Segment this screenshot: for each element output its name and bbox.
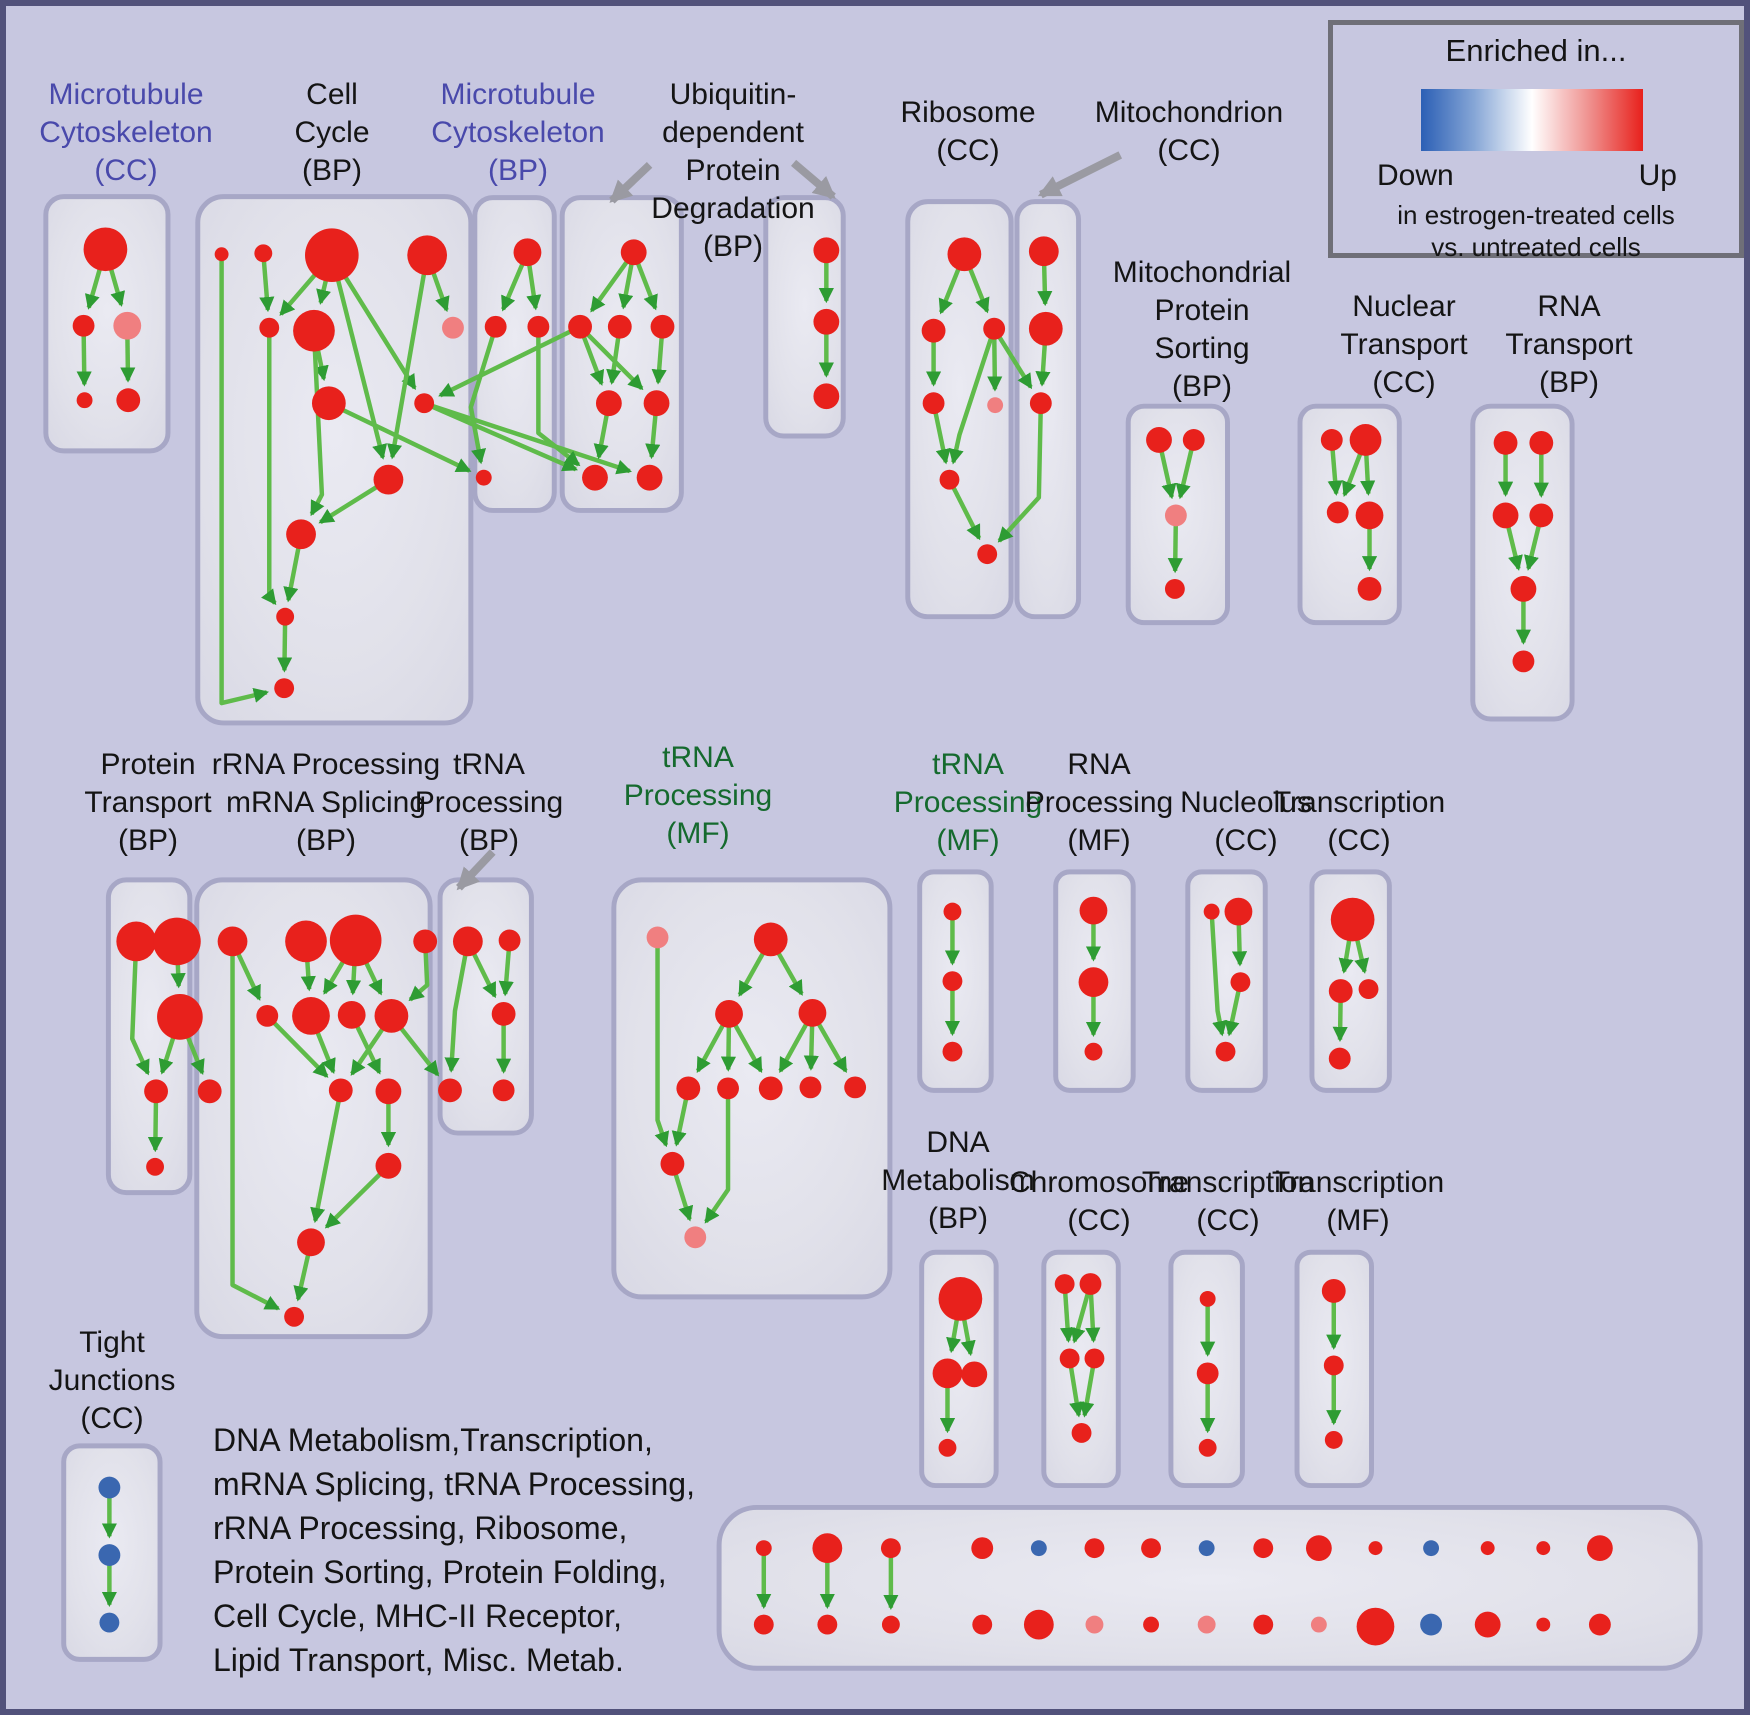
go-term-node [1253,1615,1273,1635]
summary-line: mRNA Splicing, tRNA Processing, [213,1466,695,1502]
go-term-node [1587,1535,1613,1561]
go-term-node [972,1615,992,1635]
go-term-node [812,1533,842,1563]
go-term-node [414,393,434,413]
go-term-node [1085,1043,1103,1061]
go-term-label-line: Protein [685,154,781,187]
go-term-label-line: Microtubule [48,78,204,111]
go-term-label-line: tRNA [453,748,525,781]
go-term-label-line: Ubiquitin- [669,78,797,111]
go-term-label-line: (BP) [1538,366,1599,399]
go-term-label-line: (MF) [666,817,730,850]
go-term-node [1199,1439,1217,1457]
go-term-node [499,929,521,951]
cluster-summary-text [213,1418,695,1682]
go-term-node [276,608,294,626]
go-term-node [933,1358,963,1388]
go-term-label-line: (BP) [301,154,362,187]
go-term-node [285,921,327,963]
go-term-node [1536,1541,1550,1555]
go-term-node [596,390,622,416]
go-term-label-line: (BP) [488,154,548,187]
summary-line: Lipid Transport, Misc. Metab. [213,1642,624,1678]
go-term-node [637,465,663,491]
go-term-node [1329,979,1353,1003]
go-term-node [218,927,248,957]
go-term-node [1055,1274,1075,1294]
go-term-node [961,1361,987,1387]
go-term-label-line: RNA [1537,290,1601,323]
legend-title: Enriched in... [1445,33,1627,68]
go-term-label-line: DNA [926,1126,990,1159]
go-term-label-line: rRNA Processing [211,748,441,781]
go-term-node [77,392,93,408]
go-term-node [1143,1617,1159,1633]
go-term-label-line: Cytoskeleton [39,116,213,149]
go-term-node [983,318,1005,340]
go-term-label-line: Ribosome [900,96,1036,129]
go-term-label-line: Processing [623,779,773,812]
go-term-node [514,238,542,266]
go-term-label-line: Processing [414,786,564,819]
go-term-node [1085,1538,1105,1558]
go-term-label-line: (CC) [1372,366,1436,399]
go-term-label-line: (CC) [94,154,158,187]
go-term-node [1204,904,1220,920]
legend-box [1328,20,1744,262]
go-term-label-line: Cell [306,78,358,111]
go-term-node [684,1226,706,1248]
go-term-box [719,1507,1700,1668]
go-term-node [943,1042,963,1062]
go-term-node [1216,1042,1236,1062]
summary-line: DNA Metabolism,Transcription, [213,1422,653,1458]
go-term-box [1300,406,1399,622]
go-term-node [215,247,229,261]
legend-down-label: Down [1377,159,1454,192]
go-term-node [939,1277,983,1321]
go-term-node [813,383,839,409]
go-term-label-line: Mitochondrion [1094,96,1284,129]
go-term-node [1511,576,1537,602]
go-term-node [922,319,946,343]
go-term-node [1079,967,1109,997]
go-term-node [1253,1538,1273,1558]
go-term-node [1200,1291,1216,1307]
go-term-node [1529,431,1553,455]
go-term-node [527,316,549,338]
go-term-node [98,1477,120,1499]
go-term-node [943,971,963,991]
legend-subtitle-line1: in estrogen-treated cells [1397,200,1675,230]
legend-up-label: Up [1638,159,1677,192]
go-term-node [254,244,272,262]
go-term-node [305,228,359,282]
go-term-node [73,315,95,337]
go-term-node [1060,1349,1080,1369]
go-term-node [813,309,839,335]
legend-endpoint-labels [1333,159,1739,193]
go-term-node [1494,431,1518,455]
go-term-label-line: Transcription [1271,1166,1445,1199]
legend-subtitle-line2: vs. untreated cells [1431,232,1641,262]
go-term-node [442,317,464,339]
go-term-node [146,1158,164,1176]
go-term-label-line: (MF) [936,824,1000,857]
go-term-label-line: Cytoskeleton [431,116,605,149]
go-term-node [621,239,647,265]
go-term-node [1165,579,1185,599]
go-term-node [1031,1540,1047,1556]
go-term-node [116,922,156,962]
summary-line: rRNA Processing, Ribosome, [213,1510,628,1546]
go-term-node [1475,1612,1501,1638]
go-term-node [1322,1279,1346,1303]
go-term-node [274,678,294,698]
go-term-node [338,1001,366,1029]
go-term-label-line: (BP) [459,824,519,857]
go-term-box [562,198,681,511]
go-term-node [647,927,669,949]
go-term-node [759,1076,783,1100]
go-term-node [1029,236,1059,266]
go-term-node [1146,427,1172,453]
go-term-node [644,390,670,416]
go-term-label-line: (CC) [1067,1204,1131,1237]
go-term-node [844,1076,866,1098]
go-term-label-line: (CC) [936,134,1000,167]
go-term-node [1369,1541,1383,1555]
go-term-label-line: (BP) [702,230,763,263]
go-term-node [1165,504,1187,526]
go-term-node [1086,1616,1104,1634]
go-term-node [144,1079,168,1103]
go-term-node [297,1228,325,1256]
go-term-label-line: (BP) [1171,370,1232,403]
go-term-node [198,1079,222,1103]
go-term-label-line: Mitochondrial [1112,256,1292,289]
go-term-node [1199,1540,1215,1556]
go-term-label-line: Chromosome [1008,1166,1190,1199]
go-term-node [1141,1538,1161,1558]
go-term-node [1493,503,1519,529]
go-term-node [116,388,140,412]
go-term-node [717,1077,739,1099]
go-term-node [330,915,382,967]
go-term-node [98,1544,120,1566]
go-term-node [1225,898,1253,926]
go-term-label-line: Transcription [1141,1166,1315,1199]
go-term-node [153,918,201,966]
go-term-node [1080,1273,1102,1295]
go-term-node [971,1537,993,1559]
go-term-label-line: (CC) [80,1402,144,1435]
go-term-node [1356,502,1384,530]
go-term-node [1024,1610,1054,1640]
go-term-node [413,929,437,953]
go-term-node [977,544,997,564]
go-term-node [493,1079,515,1101]
go-term-node [1324,1355,1344,1375]
go-term-label-line: dependent [662,116,804,149]
legend-gradient-bar [1421,89,1643,151]
go-term-node [1513,650,1535,672]
go-term-label-line: Microtubule [440,78,596,111]
go-term-node [99,1613,119,1633]
go-term-node [1311,1617,1327,1633]
go-term-node [1198,1616,1216,1634]
go-term-node [1358,577,1382,601]
go-term-node [754,923,788,957]
go-term-node [312,386,346,420]
go-term-node [376,1078,402,1104]
go-term-label-line: Degradation [651,192,815,225]
go-term-node [453,927,483,957]
go-term-label-line: Cycle [294,116,370,149]
go-term-node [1080,897,1108,925]
go-term-node [1030,392,1052,414]
go-term-node [1029,312,1063,346]
go-term-node [376,1153,402,1179]
go-term-node [438,1078,462,1102]
go-term-node [1589,1614,1611,1636]
go-term-label-line: Junctions [48,1364,176,1397]
go-term-node [1359,979,1379,999]
go-term-node [608,315,632,339]
go-term-node [1329,1048,1351,1070]
go-term-label-line: Transcription [1272,786,1446,819]
go-term-label-line: (MF) [1326,1204,1390,1237]
go-term-node [1325,1431,1343,1449]
go-term-label-line: tRNA [932,748,1004,781]
go-term-node [407,235,447,275]
go-term-node [1197,1362,1219,1384]
go-term-label-line: Transport [1340,328,1468,361]
go-term-label-line: Transport [1505,328,1633,361]
go-term-label-line: Protein [100,748,196,781]
go-term-node [292,997,330,1035]
go-term-label-line: mRNA Splicing [225,786,427,819]
go-term-node [939,1439,957,1457]
go-term-node [817,1615,837,1635]
go-term-node [84,227,128,271]
label-pointer-arrow [1041,155,1120,195]
go-term-node [1321,429,1343,451]
go-term-node [157,994,203,1040]
go-term-node [1331,898,1375,942]
go-term-label-line: Nuclear [1352,290,1456,323]
go-term-node [651,315,675,339]
go-term-label-line: Processing [893,786,1043,819]
go-term-node [582,465,608,491]
go-term-node [1183,429,1205,451]
go-term-label-line: (CC) [1196,1204,1260,1237]
go-term-node [1357,1608,1395,1646]
go-term-node [923,392,945,414]
go-term-node [476,470,492,486]
go-term-label-line: Processing [1024,786,1174,819]
go-term-node [375,999,409,1033]
summary-line: Cell Cycle, MHC-II Receptor, [213,1598,622,1634]
go-term-label-line: (BP) [117,824,178,857]
go-term-node [492,1002,516,1026]
go-term-node [1072,1423,1092,1443]
go-term-node [374,465,404,495]
go-term-node [882,1616,900,1634]
go-term-node [756,1540,772,1556]
go-term-node [800,1076,822,1098]
summary-line: Protein Sorting, Protein Folding, [213,1554,667,1590]
go-term-label-line: (BP) [295,824,356,857]
go-term-node [1481,1541,1495,1555]
go-term-node [256,1005,278,1027]
go-term-node [568,315,592,339]
go-term-node [754,1615,774,1635]
go-term-label-line: Tight [79,1326,145,1359]
go-term-label-line: tRNA [662,741,734,774]
go-term-node [987,397,1003,413]
go-term-node [661,1152,685,1176]
label-pointer-arrow [794,163,834,197]
go-term-node [286,519,316,549]
go-term-node [1423,1540,1439,1556]
go-term-node [1327,502,1349,524]
go-term-node [676,1076,700,1100]
go-term-label-line: Transport [84,786,212,819]
go-term-label-line: Sorting [1154,332,1250,365]
go-term-node [813,237,839,263]
go-term-node [947,237,981,271]
go-term-node [944,903,962,921]
go-term-node [259,318,279,338]
go-term-node [329,1078,353,1102]
go-term-node [1529,503,1553,527]
go-term-node [715,1000,743,1028]
go-term-label-line: Metabolism [881,1164,1035,1197]
go-term-node [881,1538,901,1558]
go-term-node [1085,1349,1105,1369]
go-term-label-line: Nucleolus [1180,786,1312,819]
go-term-node [113,312,141,340]
go-term-label-line: (CC) [1327,824,1391,857]
go-term-node [1350,424,1382,456]
go-term-node [485,316,507,338]
go-term-node [1536,1618,1550,1632]
go-term-label-line: (BP) [927,1202,988,1235]
go-term-label-line: (MF) [1067,824,1131,857]
go-term-node [284,1307,304,1327]
go-term-node [1230,972,1250,992]
go-term-node [799,999,827,1027]
go-term-node [1306,1535,1332,1561]
go-term-label-line: (CC) [1157,134,1221,167]
go-term-label-line: (CC) [1214,824,1278,857]
go-term-node [1420,1614,1442,1636]
go-term-label-line: RNA [1067,748,1131,781]
go-term-node [293,310,335,352]
go-term-label-line: Protein [1154,294,1250,327]
go-term-node [940,470,960,490]
